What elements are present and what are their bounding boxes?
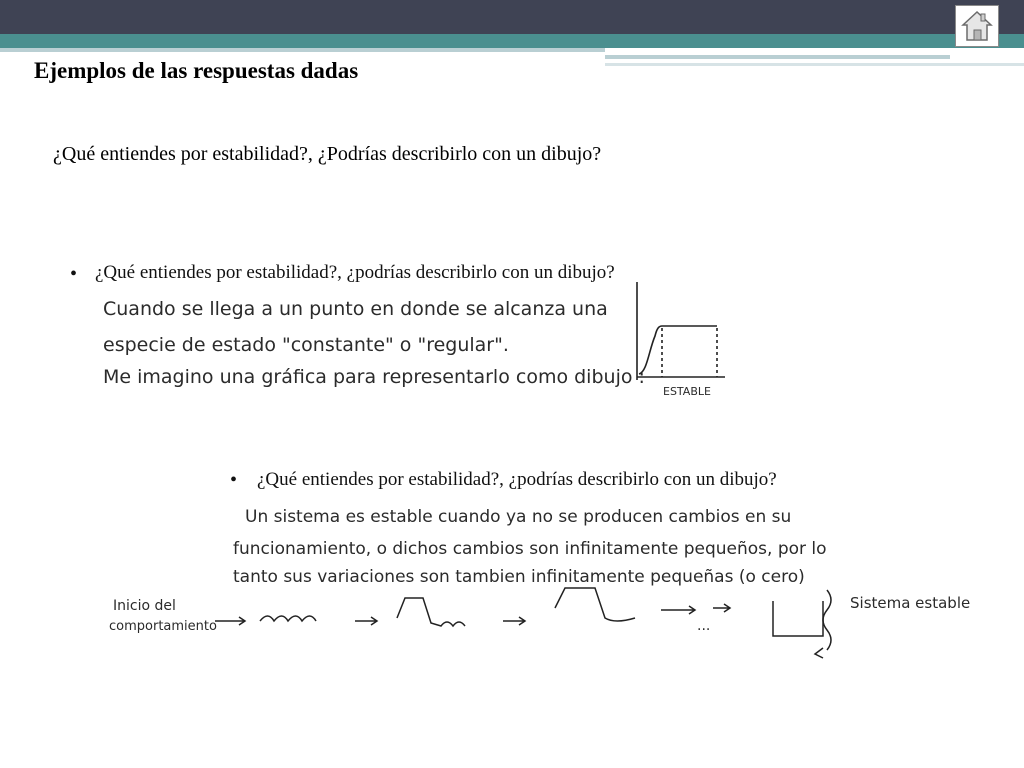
decor-stripe bbox=[605, 55, 950, 59]
response-scan-1 bbox=[65, 252, 735, 412]
handwritten-line: funcionamiento, o dichos cambios son infinitamente pequeños, por lo bbox=[233, 539, 827, 559]
home-button[interactable] bbox=[955, 5, 999, 47]
behavior-sketch bbox=[215, 588, 831, 658]
bullet: • bbox=[70, 263, 78, 285]
stability-graph bbox=[637, 282, 725, 380]
response-scan-2 bbox=[105, 458, 985, 663]
printed-question: ¿Qué entiendes por estabilidad?, ¿podrías describirlo con un dibujo? bbox=[257, 469, 777, 490]
handwritten-line: especie de estado "constante" o "regular". bbox=[103, 334, 509, 356]
decor-stripe bbox=[605, 63, 1024, 66]
decor-stripe bbox=[0, 48, 605, 52]
handwritten-line: tanto sus variaciones son tambien infinitamente pequeñas (o cero) bbox=[233, 567, 805, 587]
start-label: comportamiento bbox=[109, 619, 217, 634]
start-label: Inicio del bbox=[113, 598, 176, 614]
home-icon bbox=[960, 9, 994, 43]
handwritten-line: Cuando se llega a un punto en donde se alcanza una bbox=[103, 298, 608, 320]
handwritten-line: Un sistema es estable cuando ya no se producen cambios en su bbox=[245, 507, 792, 527]
dots-text: ... bbox=[697, 618, 711, 634]
bullet: • bbox=[230, 469, 238, 491]
slide-question: ¿Qué entiendes por estabilidad?, ¿Podrías describirlo con un dibujo? bbox=[53, 143, 602, 165]
graph-label: ESTABLE bbox=[663, 385, 711, 398]
page-title: Ejemplos de las respuestas dadas bbox=[34, 58, 359, 83]
handwritten-line: Me imagino una gráfica para representarlo como dibujo : bbox=[103, 366, 645, 388]
teal-band bbox=[0, 34, 1024, 48]
end-label: Sistema estable bbox=[850, 594, 971, 612]
printed-question: ¿Qué entiendes por estabilidad?, ¿podrías describirlo con un dibujo? bbox=[95, 262, 615, 283]
top-bar bbox=[0, 0, 1024, 34]
